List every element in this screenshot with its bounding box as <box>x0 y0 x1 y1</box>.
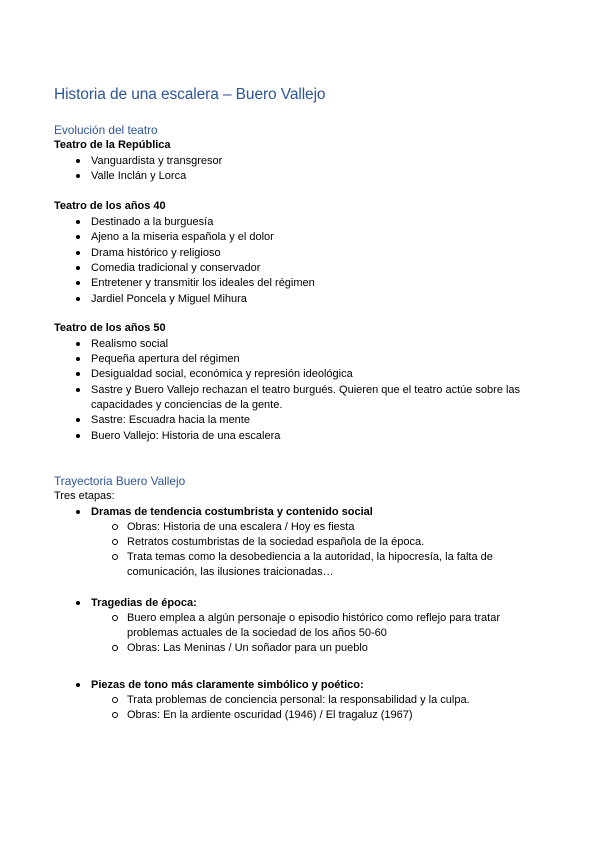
sub-list-item <box>0 708 600 723</box>
stage-item <box>0 678 600 693</box>
list-item <box>0 383 600 413</box>
sub-list-item-text: Obras: En la ardiente oscuridad (1946) / El tragaluz (1967) <box>127 709 413 721</box>
sub-list-item <box>0 550 600 580</box>
group-title-republica: Teatro de la República <box>54 139 171 151</box>
group-title-anos-50: Teatro de los años 50 <box>54 322 166 334</box>
list-item <box>0 276 600 291</box>
list-item <box>0 352 600 367</box>
list-item <box>0 413 600 428</box>
list-item-text: Vanguardista y transgresor <box>91 155 223 167</box>
list-item-text: Drama histórico y religioso <box>91 247 221 259</box>
bullet-icon <box>76 434 80 438</box>
bullet-icon <box>76 251 80 255</box>
circle-bullet-icon <box>112 645 118 651</box>
list-item <box>0 261 600 276</box>
bullet-icon <box>76 235 80 239</box>
bullet-icon <box>76 266 80 270</box>
circle-bullet-icon <box>112 554 118 560</box>
sub-list-item-text: Trata temas como la desobediencia a la autoridad, la hipocresía, la falta de comunicación, las ilusiones traicionadas… <box>127 551 493 578</box>
sub-list-item-text: Buero emplea a algún personaje o episodio histórico como reflejo para tratar problemas actuales de la sociedad de los años 50-60 <box>127 612 500 639</box>
group-title-anos-40: Teatro de los años 40 <box>54 200 166 212</box>
bullet-icon <box>76 510 80 514</box>
list-item <box>0 292 600 307</box>
sub-list-item-text: Obras: Historia de una escalera / Hoy es fiesta <box>127 521 355 533</box>
list-item-text: Realismo social <box>91 338 169 350</box>
sub-list-item <box>0 693 600 708</box>
list-item <box>0 367 600 382</box>
list-item-text: Ajeno a la miseria española y el dolor <box>91 231 274 243</box>
list-item-text: Pequeña apertura del régimen <box>91 353 240 365</box>
section-heading-evolucion: Evolución del teatro <box>54 123 158 137</box>
list-item <box>0 337 600 352</box>
list-item-text: Sastre: Escuadra hacia la mente <box>91 414 250 426</box>
circle-bullet-icon <box>112 524 118 530</box>
section-heading-trayectoria: Trayectoria Buero Vallejo <box>54 474 186 488</box>
sub-list-item <box>0 611 600 641</box>
intro-text: Tres etapas: <box>54 490 115 502</box>
circle-bullet-icon <box>112 712 118 718</box>
list-item-text: Buero Vallejo: Historia de una escalera <box>91 430 281 442</box>
circle-bullet-icon <box>112 539 118 545</box>
list-item-text: Sastre y Buero Vallejo rechazan el teatro burgués. Quieren que el teatro actúe sobre las capacidades y conciencias de la gente. <box>91 384 521 411</box>
list-item <box>0 429 600 444</box>
bullet-icon <box>76 281 80 285</box>
list-item <box>0 154 600 169</box>
list-item-text: Comedia tradicional y conservador <box>91 262 261 274</box>
stage-title: Tragedias de época: <box>91 597 197 609</box>
sub-list-item <box>0 520 600 535</box>
stage-title: Piezas de tono más claramente simbólico y poético: <box>91 679 364 691</box>
list-item-text: Jardiel Poncela y Miguel Mihura <box>91 293 247 305</box>
bullet-icon <box>76 372 80 376</box>
bullet-icon <box>76 220 80 224</box>
stage-item <box>0 596 600 611</box>
bullet-icon <box>76 159 80 163</box>
circle-bullet-icon <box>112 615 118 621</box>
list-item <box>0 246 600 261</box>
list-item <box>0 169 600 184</box>
bullet-icon <box>76 297 80 301</box>
sub-list-item-text: Obras: Las Meninas / Un soñador para un pueblo <box>127 642 368 654</box>
sub-list-item-text: Trata problemas de conciencia personal: la responsabilidad y la culpa. <box>127 694 470 706</box>
bullet-icon <box>76 174 80 178</box>
document-title: Historia de una escalera – Buero Vallejo <box>54 86 326 103</box>
bullet-icon <box>76 601 80 605</box>
circle-bullet-icon <box>112 697 118 703</box>
list-item-text: Valle Inclán y Lorca <box>91 170 187 182</box>
list-item <box>0 215 600 230</box>
list-item-text: Destinado a la burguesía <box>91 216 214 228</box>
bullet-icon <box>76 357 80 361</box>
list-item <box>0 230 600 245</box>
list-item-text: Desigualdad social, económica y represión ideológica <box>91 368 353 380</box>
sub-list-item <box>0 535 600 550</box>
stage-item <box>0 505 600 520</box>
bullet-icon <box>76 388 80 392</box>
stage-title: Dramas de tendencia costumbrista y contenido social <box>91 506 373 518</box>
list-item-text: Entretener y transmitir los ideales del régimen <box>91 277 315 289</box>
bullet-icon <box>76 683 80 687</box>
bullet-icon <box>76 342 80 346</box>
bullet-icon <box>76 418 80 422</box>
sub-list-item <box>0 641 600 656</box>
sub-list-item-text: Retratos costumbristas de la sociedad española de la época. <box>127 536 425 548</box>
